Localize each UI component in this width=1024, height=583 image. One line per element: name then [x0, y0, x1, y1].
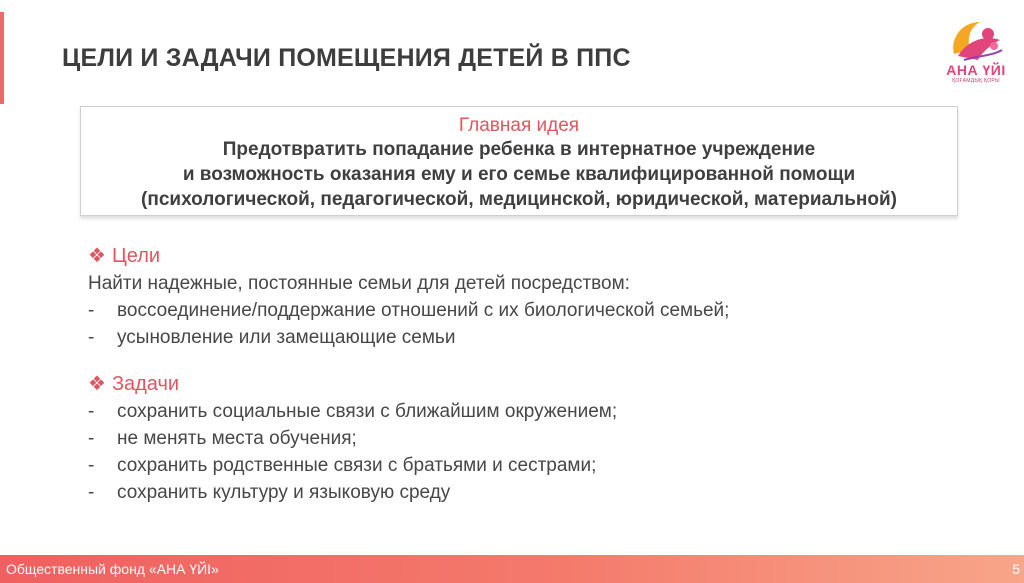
dash-bullet: - — [88, 428, 95, 449]
list-item-text: сохранить родственные связи с братьями и сестрами; — [117, 455, 597, 476]
diamond-bullet-icon: ❖ — [88, 373, 106, 395]
list-item-text: сохранить культуру и языковую среду — [117, 482, 451, 503]
list-item-text: воссоединение/поддержание отношений с их биологической семьей; — [117, 300, 730, 321]
goals-intro: Найти надежные, постоянные семьи для детей посредством: — [88, 273, 630, 294]
list-item-text: не менять места обучения; — [117, 428, 357, 449]
list-item — [88, 425, 617, 452]
main-idea-heading: Главная идея — [458, 115, 580, 136]
footer-bar — [0, 555, 1024, 583]
list-item — [88, 297, 729, 324]
footer-organization: Общественный фонд «АНА ҮЙІ» — [6, 561, 219, 577]
logo-emblem-icon — [936, 16, 1016, 64]
page-number: 5 — [1012, 561, 1020, 577]
list-item — [88, 324, 729, 351]
logo-name: АНА ҮЙІ — [946, 62, 1006, 78]
dash-bullet: - — [88, 401, 95, 422]
goals-heading-label: Цели — [111, 245, 161, 267]
list-item-text: усыновление или замещающие семьи — [117, 327, 456, 348]
list-item — [88, 479, 617, 506]
main-idea-line: (психологической, педагогической, медицинской, юридической, материальной) — [141, 189, 897, 210]
list-item — [88, 452, 617, 479]
main-idea-line: и возможность оказания ему и его семье квалифицированной помощи — [182, 164, 856, 185]
slide-title: ЦЕЛИ И ЗАДАЧИ ПОМЕЩЕНИЯ ДЕТЕЙ В ППС — [62, 44, 631, 72]
tasks-section — [88, 370, 617, 506]
tasks-heading-label: Задачи — [111, 373, 180, 395]
dash-bullet: - — [88, 327, 95, 348]
organization-logo — [936, 16, 1016, 90]
list-item-text: сохранить социальные связи с ближайшим окружением; — [117, 401, 618, 422]
main-idea-box — [80, 106, 958, 216]
dash-bullet: - — [88, 455, 95, 476]
goals-heading — [88, 242, 729, 270]
goals-section — [88, 242, 729, 351]
dash-bullet: - — [88, 482, 95, 503]
list-item — [88, 398, 617, 425]
logo-tagline: ҚОҒАМДЫҚ ҚОРЫ — [952, 78, 1000, 84]
tasks-heading — [88, 370, 617, 398]
dash-bullet: - — [88, 300, 95, 321]
diamond-bullet-icon: ❖ — [88, 245, 106, 267]
main-idea-line: Предотвратить попадание ребенка в интернатное учреждение — [222, 139, 816, 160]
left-accent-bar — [0, 12, 4, 104]
